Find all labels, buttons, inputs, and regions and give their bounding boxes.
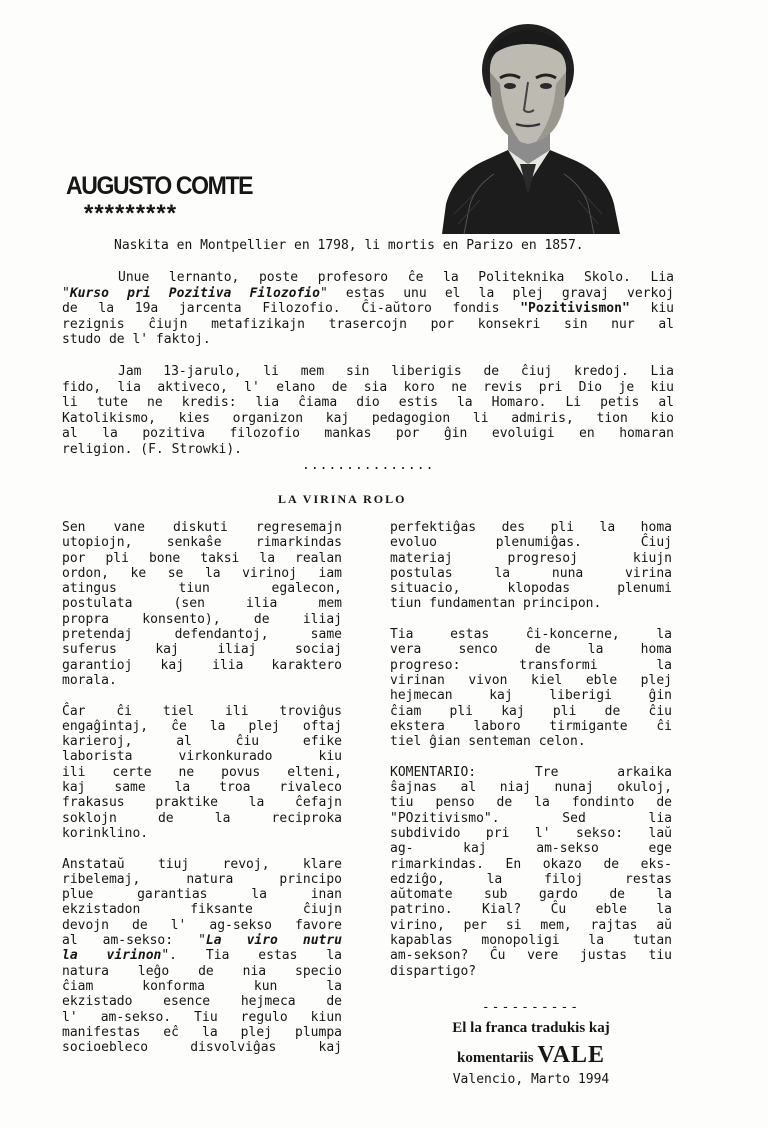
text-line: korinklino. [62, 825, 149, 841]
text-line: evoluo plenumiĝas. Ĉiuj [390, 535, 672, 551]
section-title: LA VIRINA ROLO [278, 492, 407, 506]
text-fragment: " [62, 285, 70, 301]
quote-emphasis: La viro nutru [205, 933, 343, 949]
text-line: li tute ne kredis: lia ĉiama dio estis la Homaro. Li petis al [62, 395, 674, 410]
text-line: utopiojn, senkaŝe rimarkindas [62, 535, 342, 551]
text-line: pretendaj defendantoj, same [62, 627, 342, 643]
text-line: Anstataŭ tiuj revoj, klare [62, 856, 342, 872]
text-line: ĉiam pli kaj pli de ĉiu [390, 703, 672, 719]
text-line: tiel ĝian senteman celon. [390, 734, 586, 750]
place-date: Valencio, Marto 1994 [452, 1072, 610, 1087]
text-line: materiaj progresoj kiujn [390, 550, 672, 566]
left-column [62, 520, 342, 1071]
intro-paragraph-2 [62, 270, 674, 348]
right-paragraph-2 [390, 627, 672, 749]
text-line: ag- kaj am-sekso ege [390, 841, 672, 857]
text-line: ŝajnas al niaj nunaj okuloj, [390, 780, 672, 796]
intro-paragraph-1 [62, 238, 674, 254]
text-line [62, 301, 674, 317]
quote-emphasis: la virinon [62, 948, 162, 964]
text-line: perfektiĝas des pli la homa [390, 520, 672, 535]
text-line: rimarkindas. En okazo de eks- [390, 856, 672, 872]
text-line: natura leĝo de nia specio [62, 963, 342, 979]
left-paragraph-3 [62, 857, 342, 1056]
text-line: ili certe ne povus elteni, [62, 764, 342, 780]
text-line: Sen vane diskuti regresemajn [62, 520, 342, 535]
text-line: tiu penso de la fondinto de [390, 795, 672, 811]
text-line: postulas la nuna virina [390, 565, 672, 581]
text-line: socioebleco disvolviĝas kaj [62, 1040, 342, 1056]
text-line: frakasus praktike la ĉefajn [62, 795, 342, 811]
text-line: ribelemaj, natura principo [62, 871, 342, 887]
text-fragment: ". Tia estas la [161, 948, 342, 964]
bold-term: "Pozitivismon" [520, 301, 630, 316]
text-line: suferus kaj iliaj sociaj [62, 642, 342, 658]
text-line: por pli bone taksi la realan [62, 550, 342, 566]
page-title: AUGUSTO COMTE [66, 172, 253, 200]
text-line [62, 286, 674, 302]
text-line: virinan vivon kiel eble plej [390, 672, 672, 688]
text-line: edziĝo, la filoj restas [390, 871, 672, 887]
text-line: situacio, klopodas plenumi [390, 581, 672, 597]
text-line: kapablas monopoligi la tutan [390, 933, 672, 949]
text-line: plue garantias la inan [62, 887, 342, 903]
text-line: garantioj kaj ilia karaktero [62, 657, 342, 673]
commentary-paragraph [390, 765, 672, 979]
text-line: postulata (sen ilia mem [62, 596, 342, 612]
separator-dots: ............... [302, 458, 435, 473]
text-line: "POzitivismo". Sed lia [390, 810, 672, 826]
right-paragraph-1 [390, 520, 672, 612]
text-line: manifestas eĉ la plej plumpa [62, 1024, 342, 1040]
left-paragraph-2 [62, 704, 342, 842]
text-line: engaĝintaj, ĉe la plej oftaj [62, 718, 342, 734]
text-line: ekzistadon fiksante ĉiujn [62, 902, 342, 918]
text-line: morala. [62, 672, 117, 688]
book-title: Kurso pri Pozitiva Filozofio [69, 285, 320, 301]
text-line: kaj same la troa rivaleco [62, 780, 342, 796]
text-line: Ĉar ĉi tiel ili troviĝus [62, 703, 342, 719]
text-line [62, 332, 674, 348]
text-line: ekzistado esence hejmeca de [62, 994, 342, 1010]
text-line [62, 948, 342, 963]
text-line: Tia estas ĉi-koncerne, la [390, 627, 672, 643]
intro-paragraph-3 [62, 364, 674, 457]
text-line: ĉiam konforma kun la [62, 978, 342, 994]
author-name: VALE [537, 1042, 605, 1068]
text-line: KOMENTARIO: Tre arkaika [390, 764, 672, 780]
text-line: dispartigo? [390, 963, 477, 979]
text-line: Katolikismo, kies organizon kaj pedagogion li admiris, tion kio [62, 410, 674, 426]
text-line: l' am-sekso. Tiu regulo kiun [62, 1009, 342, 1025]
text-line: devojn de l' ag-sekso favore [62, 917, 342, 933]
title-stars: ********* [84, 200, 178, 227]
text-line: propra konsento), de iliaj [62, 611, 342, 627]
text-line: aŭtomate sub gardo de la [390, 887, 672, 903]
text-line [62, 317, 674, 333]
portrait-image [424, 14, 632, 234]
text-fragment: kiu [629, 301, 674, 316]
text-line: fido, lia aktiveco, l' elano de sia koro ne revis pri Dio je kiu [62, 379, 674, 395]
text-fragment: studo de l' faktoj. [62, 332, 211, 347]
left-paragraph-1 [62, 520, 342, 688]
text-line: subdivido pri l' sekso: laŭ [390, 825, 672, 841]
text-line: religion. (F. Strowki). [62, 441, 243, 457]
text-line: karieroj, al ĉiu efike [62, 734, 342, 750]
text-line: virino, per si mem, rajtas aŭ [390, 917, 672, 933]
text-line: ordon, ke se la virinoj iam [62, 565, 342, 581]
text-fragment: rezignis ĉiujn metafizikajn trasercojn por konsekri sin nur al [62, 316, 674, 332]
text-line: atingus tiun egalecon, [62, 581, 342, 597]
text-fragment: Unue lernanto, poste profesoro ĉe la Politeknika Skolo. Lia [118, 270, 674, 285]
text-fragment: " estas unu el la plej gravaj verkoj [319, 285, 674, 301]
text-line: tiun fundamentan principon. [390, 596, 602, 612]
text-line: Jam 13-jarulo, li mem sin liberigis de ĉiuj kredoj. Lia [118, 364, 674, 379]
commentator-credit [390, 1042, 672, 1069]
right-column [390, 520, 672, 994]
text-line: al la pozitiva filozofio mankas por ĝin evoluigi en homaran [62, 426, 674, 441]
text-line: progreso: transformi la [390, 657, 672, 673]
text-line: am-sekson? Ĉu vere justas tiu [390, 948, 672, 964]
text-line: hejmecan kaj liberigi ĝin [390, 688, 672, 704]
text-fragment: al am-sekso: " [62, 933, 206, 949]
signature-separator: ---------- [481, 1000, 581, 1015]
text-line: Naskita en Montpellier en 1798, li mortis en Parizo en 1857. [114, 238, 584, 253]
text-line: patrino. Kial? Ĉu eble la [390, 902, 672, 918]
text-fragment: de la 19a jarcenta Filozofio. Ĉi-aŭtoro fondis [62, 301, 521, 316]
text-line [62, 270, 674, 286]
translator-credit: El la franca tradukis kaj [452, 1020, 610, 1036]
credit-prefix: komentariis [456, 1050, 534, 1066]
text-line: soklojn de la reciproka [62, 810, 342, 826]
text-line: laborista virkonkurado kiu [62, 749, 342, 765]
text-line: ekstera laboro tirmigante ĉi [390, 718, 672, 734]
text-line: vera senco de la homa [390, 642, 672, 658]
text-line [62, 933, 342, 948]
